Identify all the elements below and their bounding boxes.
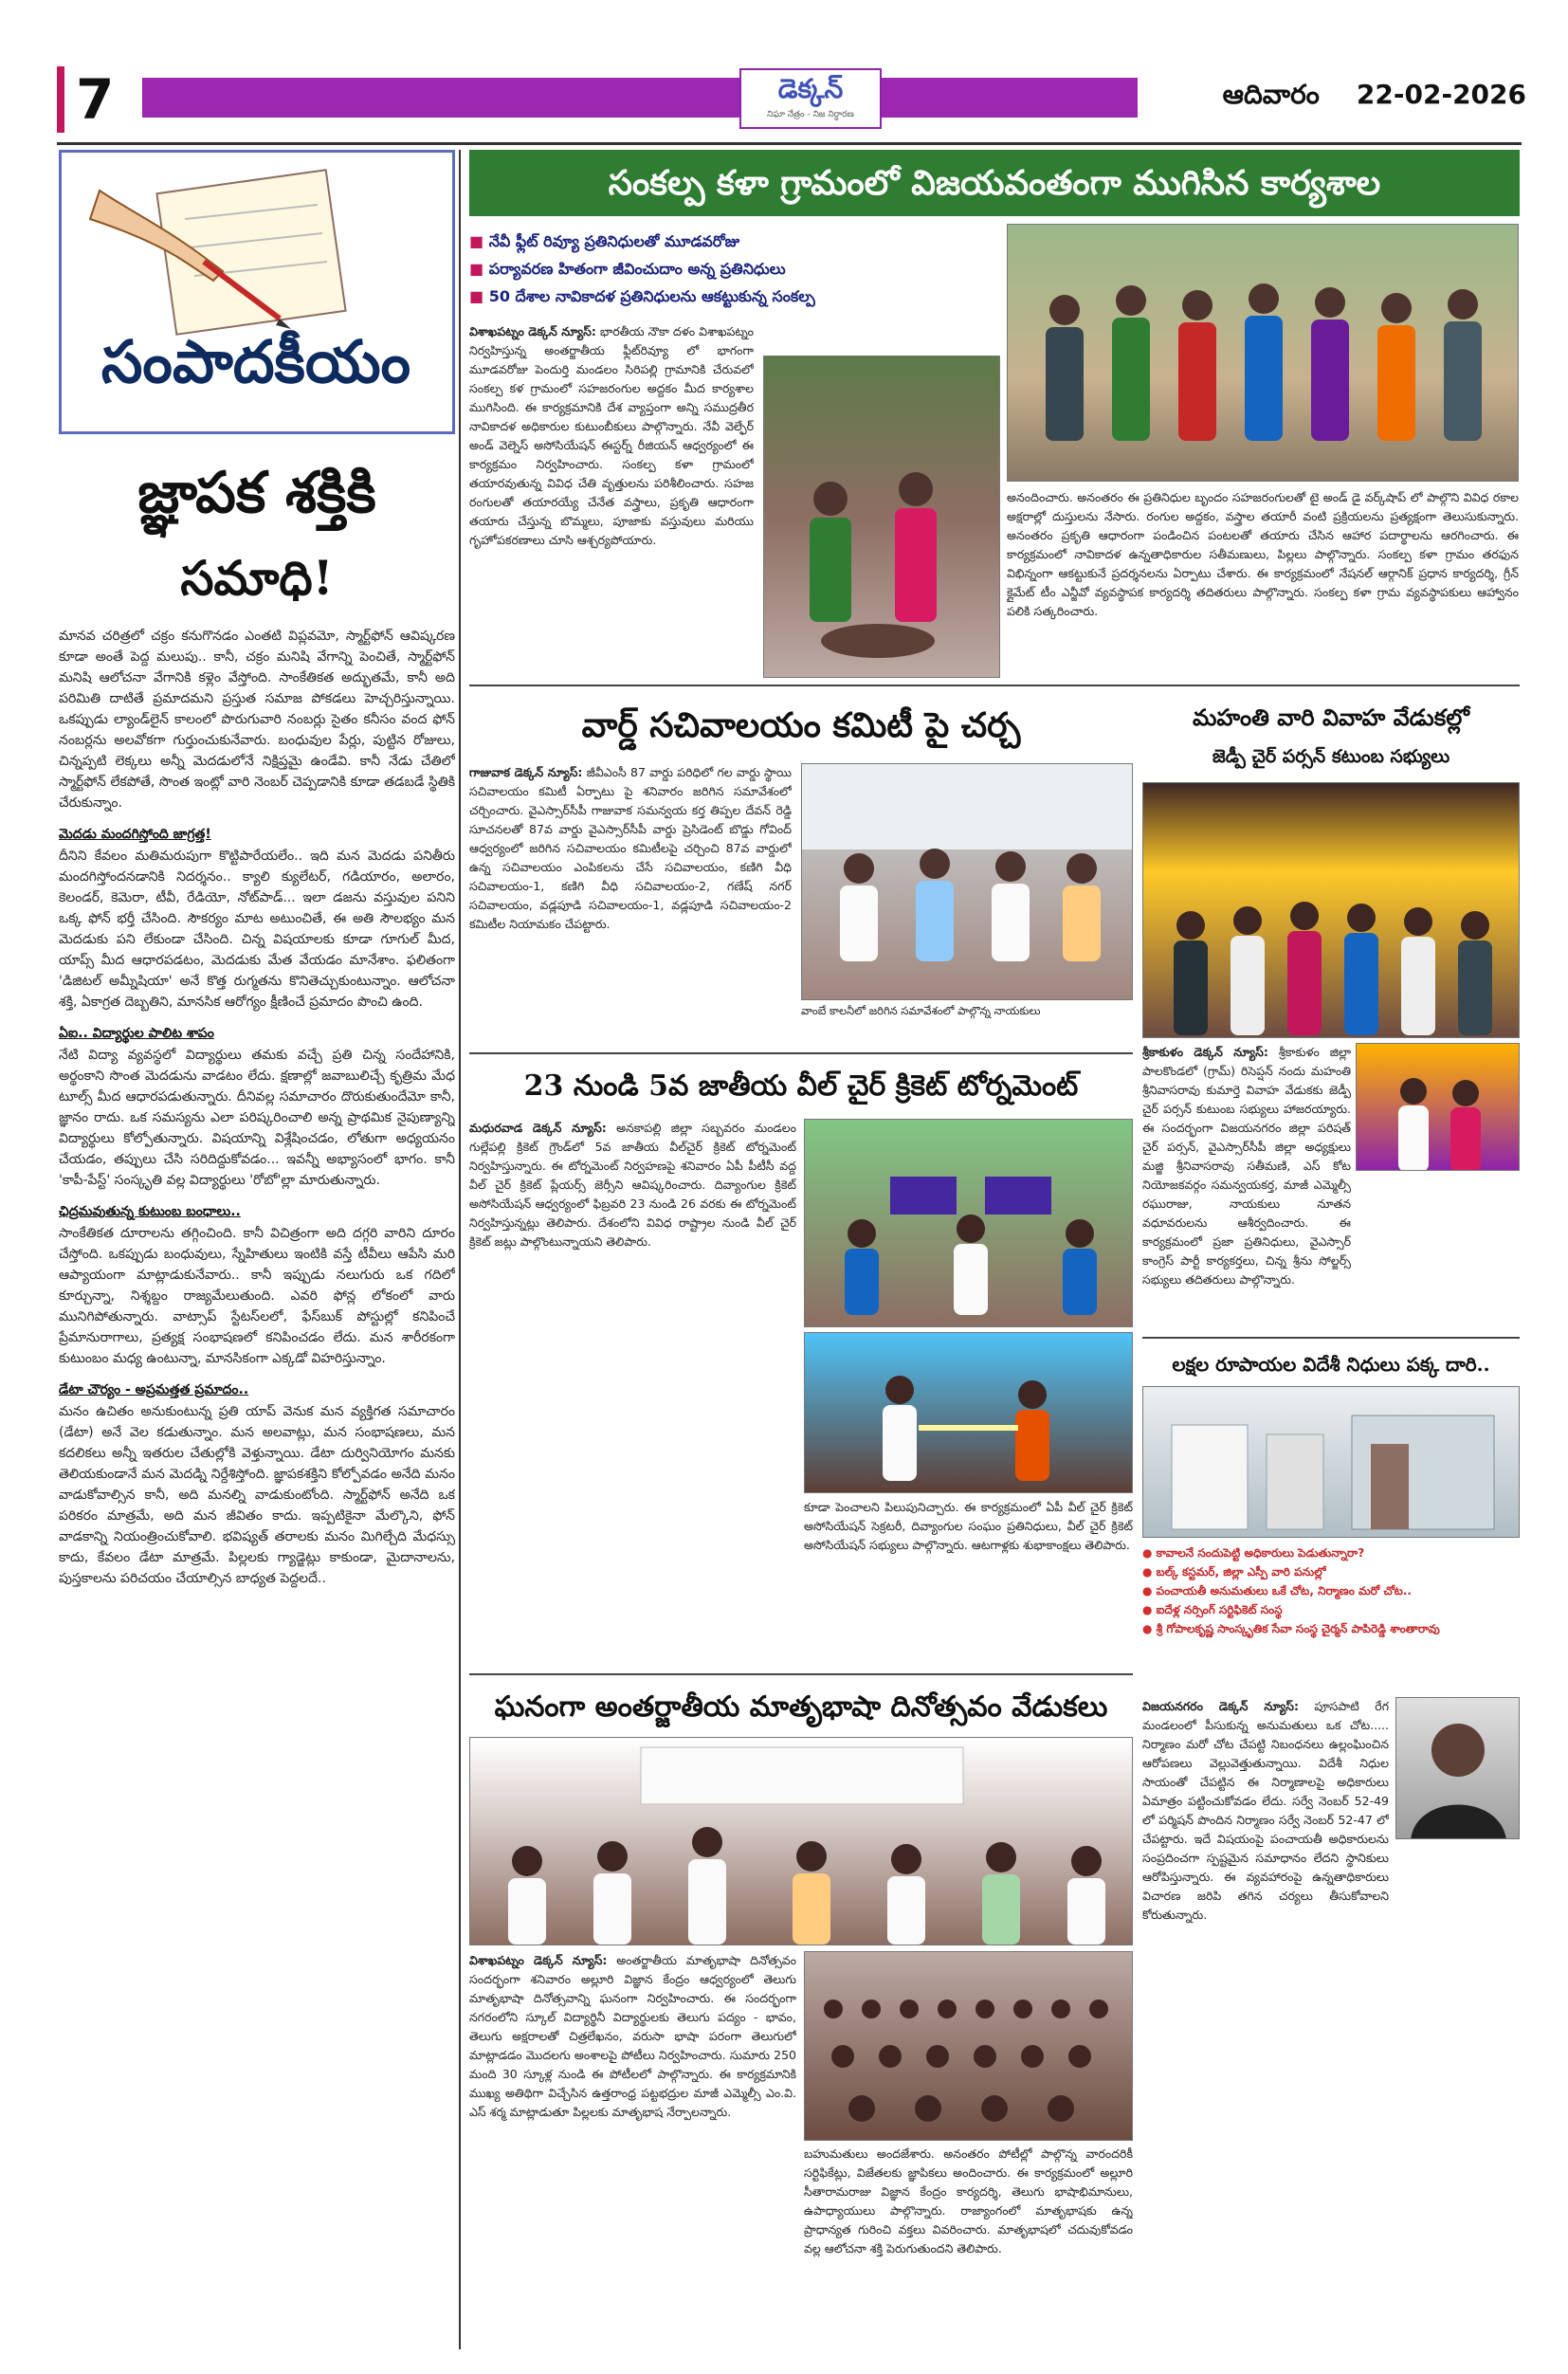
story3-headline: మహంతి వారి వివాహ వేడుకల్లో	[1193, 703, 1469, 731]
story5-highlights	[1142, 1543, 1520, 1695]
story5-headline: లక్షల రూపాయల విదేశీ నిధులు పక్క దారి..	[1172, 1353, 1490, 1376]
story5-highlight: ● పంచాయతీ అనుమతులు ఒకే చోట, నిర్మాణం మరో చోట..	[1142, 1581, 1520, 1600]
story1-photo-group	[1007, 224, 1519, 482]
story1-body-left	[469, 322, 754, 607]
newspaper-logo	[739, 68, 882, 129]
story1-body-left-cont	[469, 607, 754, 678]
editorial-section-title: సంపాదకీయం	[100, 327, 411, 396]
column-divider	[459, 150, 461, 2349]
stage-event-photo-icon	[470, 1738, 1133, 1945]
section-divider	[469, 685, 1520, 686]
editorial-subhead: డేటా చౌర్యం - అప్రమత్తత ప్రమాదం..	[59, 1382, 249, 1397]
couple-photo-icon	[1357, 1044, 1520, 1171]
story5-highlight: ● కావాలనే సందుపెట్టి అధికారులు పెడుతున్నారా?	[1142, 1543, 1520, 1562]
date-label: 22-02-2026	[1356, 79, 1526, 110]
story1-bullet: ■ పర్యావరణ హితంగా జీవించుదాం అన్న ప్రతినిధులు	[469, 255, 1000, 283]
group-photo-icon	[1008, 225, 1519, 482]
story6-photo-audience	[804, 1951, 1133, 2141]
editorial-body	[59, 626, 455, 2351]
editorial-headline	[59, 446, 455, 616]
editorial-headline-line2: సమాధి!	[180, 550, 334, 606]
story4-body-cont: కూడా పెంచాలని పిలుపునిచ్చారు. ఈ కార్యక్రమంలో ఏపీ వీల్ చైర్ క్రికెట్ అసోసియేషన్ సెక్రటరీ, దివ్యాంగుల సంఘం ప్రతినిధులు, వీల్ చైర్ క్రికెట్ అసోసియేషన్ సభ్యులు పాల్గొన్నారు. ఆటగాళ్లకు శుభాకాంక్షలు తెలిపారు.	[804, 1500, 1133, 1552]
meeting-photo-icon	[802, 764, 1133, 1000]
story1-body-right: అనందించారు. అనంతరం ఈ ప్రతినిధుల బృందం సహజరంగులతో టై అండ్ డై వర్క్‌షాప్ లో పాల్గొని వివిధ రకాల అక్షరాల్లో దుస్తులను నేసారు. రంగుల అద్దకం, వస్త్రాల తయారీ వంటి ప్రక్రియలను ప్రత్యక్షంగా తెలుసుకున్నారు. అనంతరం ప్రకృతి ఆధారంగా పండించిన పంటలతో తయారు చేసిన ఆహార పదార్థాలను ఆరగించారు. ఈ కార్యక్రమంలో నావికాదళ ఉన్నతాధికారుల సతీమణులు, పిల్లలు పాల్గొన్నారు. సంకల్ప కళా గ్రామం తరఫున విభిన్నంగా ఆకట్టుకునే ప్రదర్శనలను ఏర్పాటు చేశారు. ఈ కార్యక్రమంలో నేషనల్ ఆర్గానిక్ ప్రధాన కార్యదర్శి, గ్రీన్ క్లైమేట్ టీం ఎన్జీవో వ్యవస్థాపక కార్యదర్శి తదితరులు పాల్గొన్నారు. సంకల్ప కళా గ్రామ వ్యవస్థాపకులు ఆహ్వానం పలికి సత్కరించారు.	[1007, 490, 1519, 618]
story3-text: శ్రీకాకుళం జిల్లా పాలకొండలో (గ్రామ్) రిసెప్షన్ నందు మహంతి శ్రీనివాసరావు కుమార్తె వివాహ వేడుకకు జెడ్పీ చైర్ పర్సన్ కుటుంబ సభ్యులు హాజరయ్యారు. ఈ సందర్భంగా విజయనగరం జిల్లా పరిషత్ చైర్ పర్సన్, వైఎస్సార్‌సీపీ జిల్లా అధ్యక్షులు మజ్జి శ్రీనివాసరావు సతీమణి, ఎస్ కోట నియోజకవర్గం సమన్వయకర్త, మాజీ ఎమ్మెల్సీ రఘురాజు, నాయకులు నూతన వధూవరులను ఆశీర్వదించారు. ఈ కార్యక్రమంలో ప్రజా ప్రతినిధులు, వైఎస్సార్ కాంగ్రెస్ పార్టీ కార్యకర్తలు, చిన్న శ్రీను సోల్జర్స్ సభ్యులు తదితరులు పాల్గొన్నారు.	[1142, 1045, 1351, 1287]
story2-text: జీవీఎంసీ 87 వార్డు పరిధిలో గల వార్డు స్థాయి సచివాలయం కమిటీ ఏర్పాటు పై శనివారం జరిగిన సమావేశంలో చర్చించారు. వైఎస్సార్‌సీపీ గాజువాక సమన్వయ కర్త తిప్పల దేవన్ రెడ్డి సూచనలతో 87వ వార్డు వైఎస్సార్‌సీపీ వార్డు ప్రెసిడెంట్ బొడ్డు గోవింద్ ఆధ్వర్యంలో జరిగిన సచివాలయం కమిటీలపై చర్చించి 87వ వార్డులో ఉన్న సచివాలయం ఎంపికలను చేసే సచివాలయం, కణిగి వీధి సచివాలయం-1, కణిగి వీధి సచివాలయం-2, గణేష్ నగర్ సచివాలయం, వడ్లపూడి సచివాలయం-1, వడ్లపూడి సచివాలయం-2 కమిటీల నియామకం చేపట్టారు.	[469, 765, 792, 931]
dateline-header	[1147, 76, 1526, 114]
editorial-para: మనం ఉచితం అనుకుంటున్న ప్రతి యాప్ వెనుక మన వ్యక్తిగత సమాచారం (డేటా) అనే వెల కడుతున్నాం. మన అలవాట్లు, మన సంభాషణలు, మన కదలికలు అన్నీ ఇతరుల చేతుల్లోకి వెళ్తున్నాయి. డేటా దుర్వినియోగం మనకు తెలియకుండానే మన మెదడ్ని నిర్దేశిస్తోంది. జ్ఞాపకశక్తిని కోల్పోవడం అనేది మనం వాడుకోవాల్సిన కానీ, అది మనల్ని వాడుకుంటోంది. స్మార్ట్‌ఫోన్ అనేది ఒక పరికరం మాత్రమే, అది మన జీవితం కాదు. ఇప్పటికైనా మేల్కొని, ఫోన్ వాడకాన్ని నియంత్రించుకోవాలి. భవిష్యత్ తరాలకు మనం మిగిల్చేది మేధస్సు కాదు, కేవలం డేటా మాత్రమే. పిల్లలకు గ్యాడ్జెట్లు కాకుండా, మైదానాలను, పుస్తకాలను పరిచయం చేయాల్సిన బాధ్యత పెద్దలదే..	[59, 1404, 455, 1586]
story3-dateline: శ్రీకాకుళం డెక్కన్ న్యూస్:	[1142, 1045, 1268, 1059]
wedding-photo-icon	[1143, 783, 1520, 1038]
story4-photo-jersey	[804, 1119, 1133, 1327]
section-divider	[469, 1673, 1133, 1675]
story6-body-cont: బహుమతులు అందజేశారు. అనంతరం పోటీల్లో పాల్గొన్న వారందరికీ సర్టిఫికేట్లు, విజేతలకు జ్ఞాపికలు అందించారు. ఈ కార్యక్రమంలో అల్లూరి సీతారామరాజు విజ్ఞాన కేంద్రం కార్యదర్శి, తెలుగు భాషాభిమానులు, ఉపాధ్యాయులు పాల్గొన్నారు. రాజ్యాంగంలో మాతృభాషకు ఉన్న ప్రాధాన్యత గురించి వక్తలు వివరించారు. మాతృభాషలో చదువుకోవడం వల్ల ఆలోచనా శక్తి పెరుగుతుందని తెలిపారు.	[804, 2146, 1133, 2255]
story1-photo-workshop	[763, 356, 1000, 678]
editorial-para: దీనిని కేవలం మతిమరుపుగా కొట్టిపారేయలేం.. ఇది మన మెదడు పనితీరు మందగిస్తోందనడానికి నిదర్శనం.. క్యాలి క్యులేటర్, గడియారం, అలారం, కెలండర్, కెమెరా, టీవీ, రేడియో, నోట్‌పాడ్... ఇలా డజను వస్తువుల పనిని ఒక్క ఫోన్ భర్తీ చేసింది. సౌకర్యం మాట అటుంచితే, ఈ అతి సౌలభ్యం మన మెదడుకు పని లేకుండా చేసింది. చిన్న విషయాలకు కూడా గూగుల్ మీద, యాప్స్ మీద ఆధారపడటం, మెదడుకు మేత వేయడం మానేశాం. ఫలితంగా 'డిజిటల్ అమ్నీషియా' అనే కొత్త రుగ్మతను కొనితెచ్చుకుంటున్నాం. ఆలోచనా శక్తి, ఏకాగ్రత దెబ్బతిని, మానసిక ఆరోగ్యం క్షీణించే ప్రమాదం పొంచి ఉంది.	[59, 849, 455, 1010]
story3-body	[1142, 1043, 1351, 1327]
construction-site-photo-icon	[1143, 1387, 1520, 1538]
story5-body-cont	[1142, 1929, 1520, 2347]
story1-bullet: ■ 50 దేశాల నావికాదళ ప్రతినిధులను ఆకట్టుకున్న సంకల్ప	[469, 283, 1000, 310]
story2-headline: వార్డ్ సచివాలయం కమిటీ పై చర్చ	[581, 705, 1021, 745]
story6-photo-stage	[469, 1737, 1133, 1945]
story5-highlight: ● బల్క్ కస్టమర్, జిల్లా ఎస్పీ వారి పనుల్లో	[1142, 1562, 1520, 1581]
story2-dateline: గాజువాక డెక్కన్ న్యూస్:	[469, 765, 583, 779]
day-label: ఆదివారం	[1222, 79, 1320, 110]
editorial-subhead: ఏఐ.. విద్యార్థుల పాలిట శాపం	[59, 1026, 214, 1041]
story4-photo-bat	[804, 1332, 1133, 1493]
story5-dateline: విజయనగరం డెక్కన్ న్యూస్:	[1142, 1699, 1299, 1713]
editorial-subhead: మెదడు మందగిస్తోంది జాగ్రత్త!	[59, 827, 211, 842]
story2-photo	[801, 763, 1133, 1000]
story5-highlight: ● శ్రీ గోపాలకృష్ణ సాంస్కృతిక సేవా సంస్థ చైర్మన్ పాపిరెడ్డి శాంతారావు	[1142, 1619, 1520, 1638]
audience-photo-icon	[805, 1952, 1133, 2141]
page-number: 7	[57, 66, 133, 133]
story5-highlight: ● ఐదేళ్ల నర్సింగ్ సర్టిఫికెట్ సంస్థ	[1142, 1600, 1520, 1619]
story3-photo-couple	[1356, 1043, 1520, 1171]
editorial-subhead: ఛిద్రమవుతున్న కుటుంబ బంధాలు..	[59, 1204, 241, 1219]
editorial-para: మానవ చరిత్రలో చక్రం కనుగొనడం ఎంతటి విప్లవమో, స్మార్ట్‌ఫోన్ ఆవిష్కరణ కూడా అంతే పెద్ద మలుపు.. కానీ, చక్రం మనిషి వేగాన్ని పెంచితే, స్మార్ట్‌ఫోన్ మనిషి ఆలోచనా వేగానికి కళ్లెం వేస్తోంది. సాంకేతికత అద్భుతమే, కానీ అది పరిమితి దాటితే ప్రమాదమని ప్రస్తుత సమాజ పోకడలు హెచ్చరిస్తున్నాయి. ఒకప్పుడు ల్యాండ్‌లైన్ కాలంలో పొరుగువారి నంబర్లు సైతం కనీసం వంద ఫోన్ నంబర్లను అలవోకగా గుర్తుంచుకునేవారు. బంధువుల పేర్లు, పుట్టిన రోజులు, చిన్నప్పటి లెక్కలు అన్నీ మెదడులోనే నిక్షిప్తమై ఉండేవి. కానీ నేడు చేతిలో స్మార్ట్‌ఫోన్ లేకపోతే, సొంత ఇంట్లో వారి నెంబర్ చెప్పడానికి కూడా తడబడే స్థితికి చేరుకున్నాం.	[59, 629, 455, 811]
story2-caption: వాంబే కాలనీలో జరిగిన సమావేశంలో పాల్గొన్న నాయకులు	[801, 1004, 1041, 1017]
story4-text: అనకాపల్లి జిల్లా సబ్బవరం మండలం గుల్లేపల్లి క్రికెట్ గ్రౌండ్‌లో 5వ జాతీయ వీల్‌చైర్ క్రికెట్ టోర్నమెంట్ నిర్వహిస్తున్నారు. ఈ టోర్నమెంట్ నిర్వహణపై శనివారం ఏపీ పీటీసీ వద్ద వీల్ చైర్ క్రికెట్ ప్లేయర్స్ జెర్సీని ఆవిష్కరించారు. దివ్యాంగుల క్రికెట్ అసోసియేషన్ ఆధ్వర్యంలో ఫిబ్రవరి 23 నుండి 26 వరకు ఈ టోర్నమెంట్ నిర్వహిస్తున్నట్లు తెలిపారు. దేశంలోని వివిధ రాష్ట్రాల నుండి వీల్ చైర్ క్రికెట్ జట్లు పాల్గొంటున్నాయని తెలిపారు.	[469, 1121, 796, 1249]
workshop-photo-icon	[764, 356, 1000, 678]
story5-portrait	[1395, 1697, 1520, 1839]
editorial-para: నేటి విద్యా వ్యవస్థలో విద్యార్థులు తమకు వచ్చే ప్రతి చిన్న సందేహానికి, అర్థంకాని సొంత మెదడును వాడటం లేదు. క్షణాల్లో జవాబులిచ్చే కృత్రిమ మేధ టూల్స్ మీద ఆధారపడుతున్నారు. దీనివల్ల సమాచారం దొరుకుతుందేమో కానీ, జ్ఞానం రాదు. ఒక సమస్యను ఎలా పరిష్కరించాలి అన్న ప్రాథమిక నైపుణ్యాన్ని విద్యార్థులు కోల్పోతున్నారు. విషయాన్ని విశ్లేషించడం, లోతుగా అధ్యయనం చేయడం, తప్పులు చేసి సరిదిద్దుకోవడం... ఇవన్నీ అభ్యాసంలో భాగం. కానీ 'కాపీ-పేస్ట్' సంస్కృతి వల్ల విద్యార్థులు 'రోబో'ల్లా మారుతున్నారు.	[59, 1048, 455, 1188]
story3-subhead: జెడ్పీ చైర్ పర్సన్ కటుంబ సభ్యులు	[1212, 746, 1450, 767]
section-divider	[469, 1052, 1133, 1054]
story6-dateline: విశాఖపట్నం డెక్కన్ న్యూస్:	[469, 1953, 608, 1967]
story6-text: అంతర్జాతీయ మాతృభాషా దినోత్సవం సందర్భంగా శనివారం అల్లూరి విజ్ఞాన కేంద్రం ఆధ్వర్యంలో తెలుగు మాతృభాషా దినోత్సవాన్ని ఘనంగా నిర్వహించారు. ఈ సందర్భంగా నగరంలోని స్కూల్ విద్యార్థినీ విద్యార్థులకు తెలుగు పద్యం - భావం, తెలుగు అక్షరాలతో చిత్రలేఖనం, వరుసా భాషా పరంగా తెలుగులో మాట్లాడడం మొదలగు అంశాలపై పోటీలు నిర్వహించారు. సుమారు 250 మంది 30 స్కూళ్ల నుండి ఈ పోటీలలో పాల్గొన్నారు. ఈ కార్యక్రమానికి ముఖ్య అతిథిగా విచ్చేసిన ఉత్తరాంధ్ర పట్టభద్రుల మాజీ ఎమ్మెల్సీ ఎం.వి. ఎస్ శర్మ మాట్లాడుతూ పిల్లలకు మాతృభాష నేర్పాలన్నారు.	[469, 1953, 796, 2119]
story6-body	[469, 1951, 796, 2349]
story1-dateline: విశాఖపట్నం డెక్కన్ న్యూస్:	[469, 324, 596, 338]
logo-name: డెక్కన్	[777, 73, 844, 104]
story1-headline: సంకల్ప కళా గ్రామంలో విజయవంతంగా ముగిసిన కార్యశాల	[469, 150, 1520, 216]
section-divider	[1142, 1337, 1520, 1339]
story5-photo	[1142, 1386, 1520, 1538]
story1-bullets	[469, 228, 1000, 313]
jersey-launch-photo-icon	[805, 1120, 1133, 1327]
story4-dateline: మధురవాడ డెక్కన్ న్యూస్:	[469, 1121, 607, 1135]
editorial-para: సాంకేతికత దూరాలను తగ్గించింది. కానీ విచిత్రంగా అది దగ్గరి వారిని దూరం చేస్తోంది. ఒకప్పుడు బంధువులు, స్నేహితులు ఇంటికి వస్తే టీవీలు ఆపేసి మరి ఆప్యాయంగా మాట్లాడుకునేవారు.. కానీ ఇప్పుడు నలుగురు ఒక గదిలో కూర్చున్నా, నిశ్శబ్దం రాజ్యమేలుతుంది. ఎవరి ఫోన్ల లోకంలో వారు మునిగిపోతున్నారు. వాట్సాప్ స్టేటస్‌లలో, ఫేస్‌బుక్ పోస్టుల్లో కనిపించే ప్రేమానురాగాలు, ప్రత్యక్ష సంభాషణలో కనిపించడం లేదు. మన శారీరకంగా కుటుంబం మధ్య ఉంటున్నా, మానసికంగా ఎక్కడో విహరిస్తున్నాం.	[59, 1226, 455, 1366]
story3-photo	[1142, 782, 1520, 1038]
editorial-headline-line1: జ్ఞాపక శక్తికి	[137, 460, 376, 526]
story1-bullet: ■ నేవీ ఫ్లీట్ రివ్యూ ప్రతినిధులతో మూడవరోజు	[469, 228, 1000, 255]
masthead-bar	[142, 78, 1138, 118]
bat-handover-photo-icon	[805, 1333, 1133, 1493]
story4-headline: 23 నుండి 5వ జాతీయ వీల్ చైర్ క్రికెట్ టోర్నమెంట్	[523, 1069, 1079, 1103]
logo-tagline: నిఘా నేత్రం - నిజ నిర్ధారణ	[767, 110, 854, 119]
story5-body	[1142, 1697, 1389, 1925]
story4-body	[469, 1119, 796, 1669]
story2-body	[469, 763, 792, 1048]
header-rule	[57, 142, 1522, 145]
story1-text: భారతీయ నౌకా దళం విశాఖపట్నం నిర్వహిస్తున్న అంతర్జాతీయ ఫ్లీట్‌రివ్యూ లో భాగంగా మూడవరోజు పెందుర్తి మండలం సిరిపల్లి గ్రామానికి చేరువలో సంకల్ప కళ గ్రామంలో సహజరంగుల అద్దకం మీద కార్యశాల ముగిసింది. ఈ కార్యక్రమానికి దేశ వ్యాప్తంగా అన్ని సముద్రతీర నావికాదళ అధికారుల కుటుంబీకులు పాల్గొన్నారు. నేవీ వెల్ఫేర్ అండ్ వెల్నెస్ అసోసియేషన్ ఈస్టర్న్ రీజియన్ ఆధ్వర్యంలో ఈ కార్యక్రమం నిర్వహించారు. సంకల్ప కళా గ్రామంలో తయారవుతున్న వివిధ చేతి వృత్తులను పరిశీలించారు. సహజ రంగులతో తయారయ్యే చేనేత వస్త్రాలు, ప్రకృతి ఆధారంగా తయారు చేస్తున్న బొమ్మలు, పూజాకు వస్తువులు మరియు గృహోపకరణాలు చూసి ఆశ్చర్యపోయారు.	[469, 324, 754, 547]
story5-text: పూసపాటి రేగ మండలంలో పీసుకున్న అనుమతులు ఒక చోట..... నిర్మాణం మరో చోట చేపట్టి నిబంధనలు ఉల్లంఘించిన ఆరోపణలు వెల్లువెత్తుతున్నాయి. విదేశీ నిధుల సాయంతో చేపట్టిన ఈ నిర్మాణాలపై అధికారులు ఏమాత్రం పట్టించుకోవడం లేదు. సర్వే నెంబర్ 52-49 లో పర్మిషన్ పొందిన నిర్మాణం సర్వే నెంబర్ 52-47 లో చేపట్టారు. ఇదే విషయంపై పంచాయతీ అధికారులను సంప్రదించగా స్పష్టమైన సమాధానం లేదని స్థానికులు ఆరోపిస్తున్నారు. ఈ వ్యవహారంపై ఉన్నతాధికారులు విచారణ జరిపి తగిన చర్యలు తీసుకోవాలని కోరుతున్నారు.	[1142, 1699, 1389, 1922]
portrait-icon	[1396, 1698, 1520, 1839]
story6-headline: ఘనంగా అంతర్జాతీయ మాతృభాషా దినోత్సవం వేడుకలు	[494, 1690, 1108, 1724]
